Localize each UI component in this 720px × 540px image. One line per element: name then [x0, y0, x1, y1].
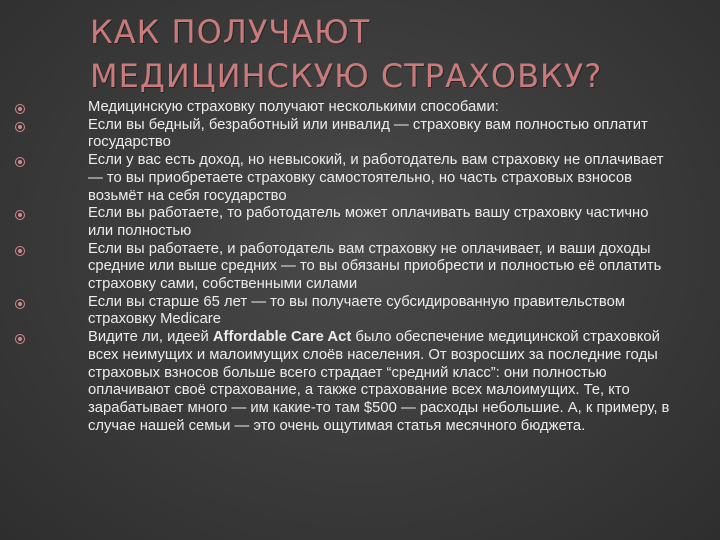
bullet-item	[15, 241, 675, 294]
bullet-text: Если у вас есть доход, но невысокий, и работодатель вам страховку не оплачивает — то вы приобретаете страховку самостоятельно, но часть страховых взносов возьмёт на себя государство	[88, 152, 664, 204]
bullet-text: Если вы старше 65 лет — то вы получаете субсидированную правительством страховку Medicare	[88, 293, 626, 328]
bullet-text-before: Видите ли, идеей	[88, 329, 213, 346]
bullet-item	[15, 152, 675, 205]
circle-bullet-icon	[15, 334, 25, 344]
circle-bullet-icon	[15, 157, 25, 167]
affordable-care-act-bold: Affordable Care Act	[212, 329, 352, 346]
bullet-text: Если вы работаете, и работодатель вам страховку не оплачивает, и ваши доходы средние или выше средних — то вы обязаны приобрести и полностью её оплатить страховку сами, собственными силами	[88, 240, 662, 293]
circle-bullet-icon	[15, 104, 25, 114]
bullet-item	[15, 329, 675, 435]
circle-bullet-icon	[15, 246, 25, 256]
bullet-text: Медицинскую страховку получают несколькими способами:	[88, 99, 499, 115]
bullet-text: Если вы работаете, то работодатель может оплачивать вашу страховку частично или полностью	[88, 205, 649, 239]
circle-bullet-icon	[15, 122, 25, 132]
bullet-item	[15, 99, 675, 117]
bullet-item	[15, 117, 675, 152]
bullet-text: Если вы бедный, безработный или инвалид — страховку вам полностью оплатит государство	[88, 116, 648, 151]
bullet-item	[15, 294, 675, 329]
circle-bullet-icon	[15, 299, 25, 309]
circle-bullet-icon	[15, 210, 25, 220]
slide-title	[90, 10, 690, 98]
bullet-text-after: было обеспечение медицинской страховкой всех неимущих и малоимущих слоёв населения. От возросших за последние годы страховых взносов больше всего страдает “средний класс”: они полностью оплачивают своё страхование, а также страхование всех малоимущих. Те, кто зарабатывает много — им какие-то там $500 — расходы небольшие. А, к примеру, в случае нашей семьи — это очень ощутимая статья месячного бюджета.	[88, 329, 670, 434]
title-line-2: МЕДИЦИНСКУЮ СТРАХОВКУ?	[90, 57, 603, 95]
title-line-1: КАК ПОЛУЧАЮТ	[90, 13, 371, 51]
bullet-item	[15, 205, 675, 240]
bullet-list	[15, 99, 675, 435]
